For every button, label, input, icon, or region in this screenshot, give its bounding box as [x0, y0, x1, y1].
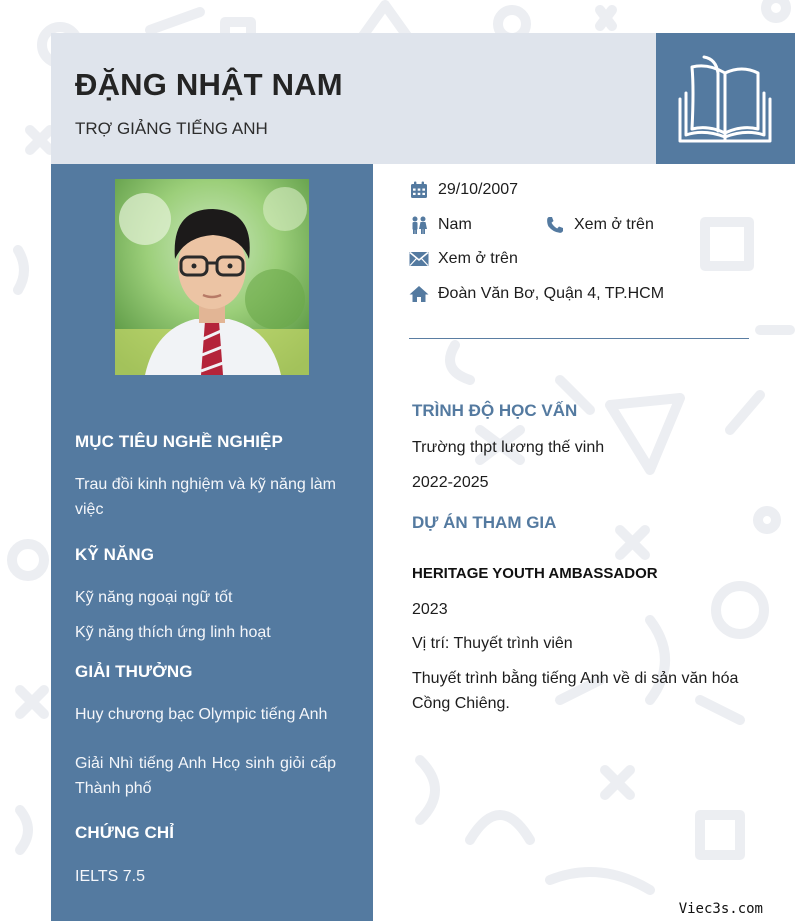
phone-icon: [545, 215, 565, 235]
objective-heading: MỤC TIÊU NGHỀ NGHIỆP: [75, 432, 283, 451]
skill-item: Kỹ năng thích ứng linh hoạt: [75, 624, 271, 641]
projects-heading: DỰ ÁN THAM GIA: [412, 513, 557, 532]
project-title: HERITAGE YOUTH AMBASSADOR: [412, 565, 658, 582]
section-divider: [409, 338, 749, 339]
phone-value: Xem ở trên: [574, 216, 654, 233]
email-value: Xem ở trên: [438, 250, 518, 267]
home-icon: [409, 284, 429, 304]
birthdate-value: 29/10/2007: [438, 181, 519, 198]
education-heading: TRÌNH ĐỘ HỌC VẤN: [412, 401, 578, 420]
education-years: 2022-2025: [412, 474, 489, 491]
project-year: 2023: [412, 601, 448, 618]
award-item: Giải Nhì tiếng Anh Hcọ sinh giỏi cấp Thành phố: [75, 755, 336, 797]
address-row: [409, 284, 664, 304]
job-title: TRỢ GIẢNG TIẾNG ANH: [75, 119, 268, 138]
objective-text: Trau đồi kinh nghiệm và kỹ năng làm việc: [75, 476, 336, 518]
email-row: [409, 249, 518, 269]
certificate-item: IELTS 7.5: [75, 868, 145, 885]
header-icon-box: [656, 33, 795, 164]
header-banner: [51, 33, 656, 164]
sidebar: [51, 164, 373, 921]
birthdate-row: [409, 180, 518, 200]
education-school: Trường thpt lương thế vinh: [412, 439, 605, 456]
certificates-heading: CHỨNG CHỈ: [75, 823, 175, 842]
gender-row: [409, 215, 472, 235]
people-icon: [409, 215, 429, 235]
address-value: Đoàn Văn Bơ, Quận 4, TP.HCM: [438, 285, 665, 302]
calendar-icon: [409, 180, 429, 200]
avatar: [115, 179, 309, 375]
award-item: Huy chương bạc Olympic tiếng Anh: [75, 706, 328, 723]
resume-page: [51, 33, 795, 921]
phone-row: [545, 215, 654, 235]
skill-item: Kỹ năng ngoại ngữ tốt: [75, 589, 233, 606]
skills-heading: KỸ NĂNG: [75, 545, 155, 564]
watermark: Viec3s.com: [678, 901, 763, 917]
awards-heading: GIẢI THƯỞNG: [75, 662, 193, 681]
project-description: Thuyết trình bằng tiếng Anh về di sản văn hóa Cồng Chiêng.: [412, 670, 739, 712]
envelope-icon: [409, 249, 429, 269]
project-role: Vị trí: Thuyết trình viên: [412, 635, 573, 652]
gender-value: Nam: [438, 216, 472, 233]
candidate-name: ĐẶNG NHẬT NAM: [75, 67, 343, 102]
open-book-icon: [656, 33, 795, 164]
